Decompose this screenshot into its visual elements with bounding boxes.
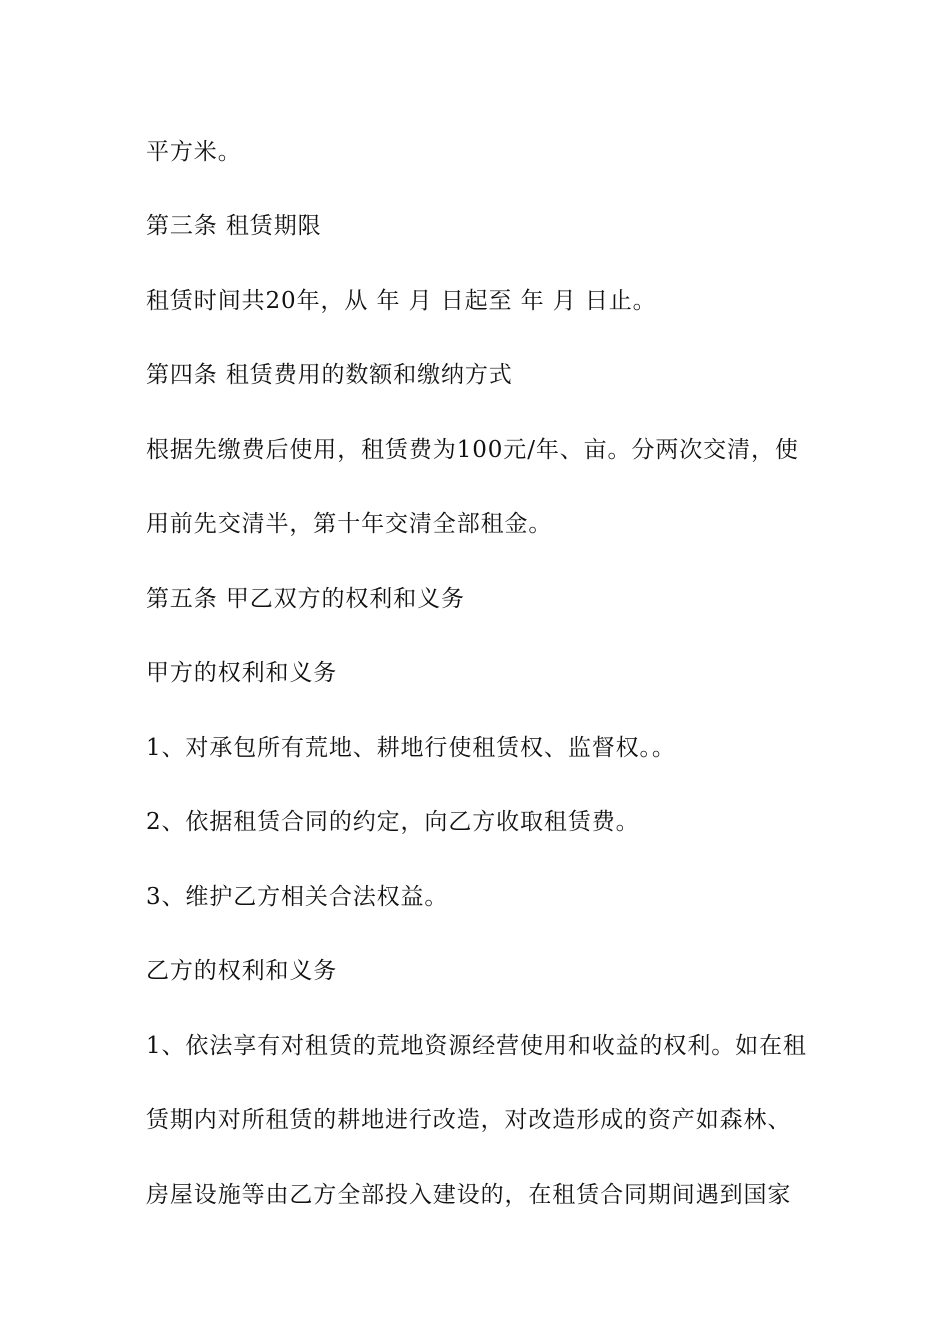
list-item: 1、对承包所有荒地、耕地行使租赁权、监督权。。: [146, 735, 676, 761]
text-line: 平方米。: [146, 139, 242, 165]
subheading-party-a: 甲方的权利和义务: [146, 660, 338, 686]
text-line: 房屋设施等由乙方全部投入建设的，在租赁合同期间遇到国家: [146, 1182, 792, 1208]
text-line: 赁期内对所租赁的耕地进行改造，对改造形成的资产如森林、: [146, 1107, 792, 1133]
text-line: 租赁时间共20年，从 年 月 日起至 年 月 日止。: [146, 288, 657, 314]
list-item: 3、维护乙方相关合法权益。: [146, 884, 449, 910]
section-heading-3: 第三条 租赁期限: [146, 213, 322, 239]
list-item: 1、依法享有对租赁的荒地资源经营使用和收益的权利。如在租: [146, 1033, 807, 1059]
section-heading-5: 第五条 甲乙双方的权利和义务: [146, 586, 465, 612]
text-line: 用前先交清半，第十年交清全部租金。: [146, 511, 553, 537]
subheading-party-b: 乙方的权利和义务: [146, 958, 338, 984]
list-item: 2、依据租赁合同的约定，向乙方收取租赁费。: [146, 809, 640, 835]
section-heading-4: 第四条 租赁费用的数额和缴纳方式: [146, 362, 513, 388]
text-line: 根据先缴费后使用，租赁费为100元/年、亩。分两次交清，使: [146, 437, 799, 463]
